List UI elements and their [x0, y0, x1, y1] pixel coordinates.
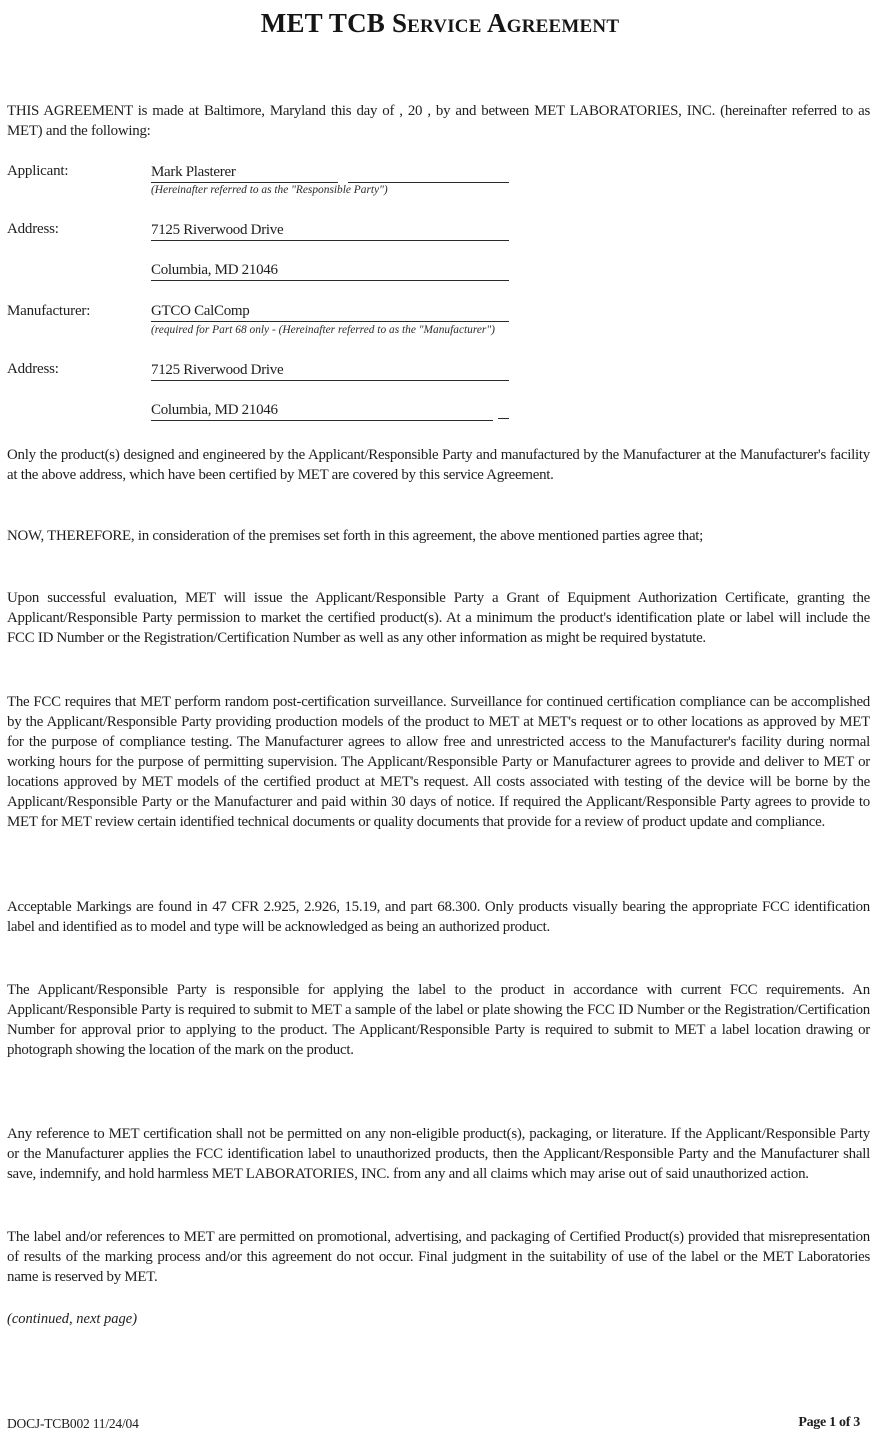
labeling-paragraph: The Applicant/Responsible Party is responsible for applying the label to the product in accordance with current FCC requirements. An Applicant/Responsible Party is required to submit to MET a sample of the label or plate showing the FCC ID Number or the Registration/Certification Number for approval prior to applying to the product. The Applicant/Responsible Party is required to submit to MET a label location drawing or photograph showing the location of the mark on the product. — [7, 982, 870, 1058]
title-rest: Service Agreement — [391, 8, 620, 38]
manufacturer-address-line1: 7125 Riverwood Drive — [151, 362, 509, 381]
applicant-label: Applicant: — [7, 163, 69, 179]
underline-tail — [498, 418, 509, 419]
evaluation-paragraph: Upon successful evaluation, MET will issue the Applicant/Responsible Party a Grant of Equipment Authorization Certificate, granting the Applicant/Responsible Party permission to market the certified product(s). At a minimum the product's identification plate or label will include the FCC ID Number or the Registration/Certification Number as well as any other information as might be required bystatute. — [7, 590, 870, 646]
footer-doc-id: DOCJ-TCB002 11/24/04 — [7, 1416, 139, 1431]
title-main: MET TCB — [260, 8, 385, 38]
now-therefore-paragraph: NOW, THEREFORE, in consideration of the premises set forth in this agreement, the above mentioned parties agree that; — [7, 528, 704, 544]
manufacturer-label: Manufacturer: — [7, 303, 91, 319]
intro-paragraph: THIS AGREEMENT is made at Baltimore, Maryland this day of , 20 , by and between MET LABORATORIES, INC. (hereinafter referred to as MET) and the following: — [7, 103, 870, 139]
coverage-paragraph: Only the product(s) designed and engineered by the Applicant/Responsible Party and manufactured by the Manufacturer at the Manufacturer's facility at the above address, which have been certified by MET are covered by this service Agreement. — [7, 447, 870, 483]
footer-page-number: Page 1 of 3 — [798, 1415, 860, 1430]
applicant-address-line2: Columbia, MD 21046 — [151, 262, 509, 281]
manufacturer-note: (required for Part 68 only - (Hereinafter referred to as the "Manufacturer") — [151, 324, 495, 336]
continued-note: (continued, next page) — [7, 1311, 138, 1327]
manufacturer-value: GTCO CalComp — [151, 303, 509, 322]
applicant-address-line1: 7125 Riverwood Drive — [151, 222, 509, 241]
reference-paragraph: Any reference to MET certification shall not be permitted on any non-eligible product(s), packaging, or literature. If the Applicant/Responsible Party or the Manufacturer applies the FCC identification label to unauthorized products, then the Applicant/Responsible Party and the Manufacturer shall save, indemnify, and hold harmless MET LABORATORIES, INC. from any and all claims which may arise out of said unauthorized action. — [7, 1126, 870, 1182]
markings-paragraph: Acceptable Markings are found in 47 CFR 2.925, 2.926, 15.19, and part 68.300. Only products visually bearing the appropriate FCC identification label and identified as to model and type will be acknowledged as being an authorized product. — [7, 899, 870, 935]
promotional-paragraph: The label and/or references to MET are permitted on promotional, advertising, and packaging of Certified Product(s) provided that misrepresentation of results of the marking process and/or this agreement do not occur. Final judgment in the suitability of use of the label or the MET Laboratories name is reserved by MET. — [7, 1229, 870, 1285]
applicant-value: Mark Plasterer — [151, 164, 509, 183]
surveillance-paragraph: The FCC requires that MET perform random post-certification surveillance. Surveillance for continued certification compliance can be accomplished by the Applicant/Responsible Party providing production models of the product to MET at MET's request or to other locations as approved by MET for the purpose of compliance testing. The Manufacturer agrees to allow free and unrestricted access to the Manufacturer's facility during normal working hours for the purpose of permitting supervision. The Applicant/Responsible Party or Manufacturer agrees to provide and deliver to MET or locations approved by MET models of the certified product at MET's request. All costs associated with testing of the device will be borne by the Applicant/Responsible Party or the Manufacturer and paid within 30 days of notice. If required the Applicant/Responsible Party agrees to provide to MET for MET review certain identified technical documents or quality documents that provide for a review of product update and compliance. — [7, 694, 870, 830]
applicant-note: (Hereinafter referred to as the "Responsible Party") — [151, 184, 388, 196]
manufacturer-address-label: Address: — [7, 361, 59, 377]
page-title — [0, 8, 880, 39]
manufacturer-address-line2: Columbia, MD 21046 — [151, 402, 493, 421]
underline-gap — [338, 180, 348, 183]
applicant-address-label: Address: — [7, 221, 59, 237]
